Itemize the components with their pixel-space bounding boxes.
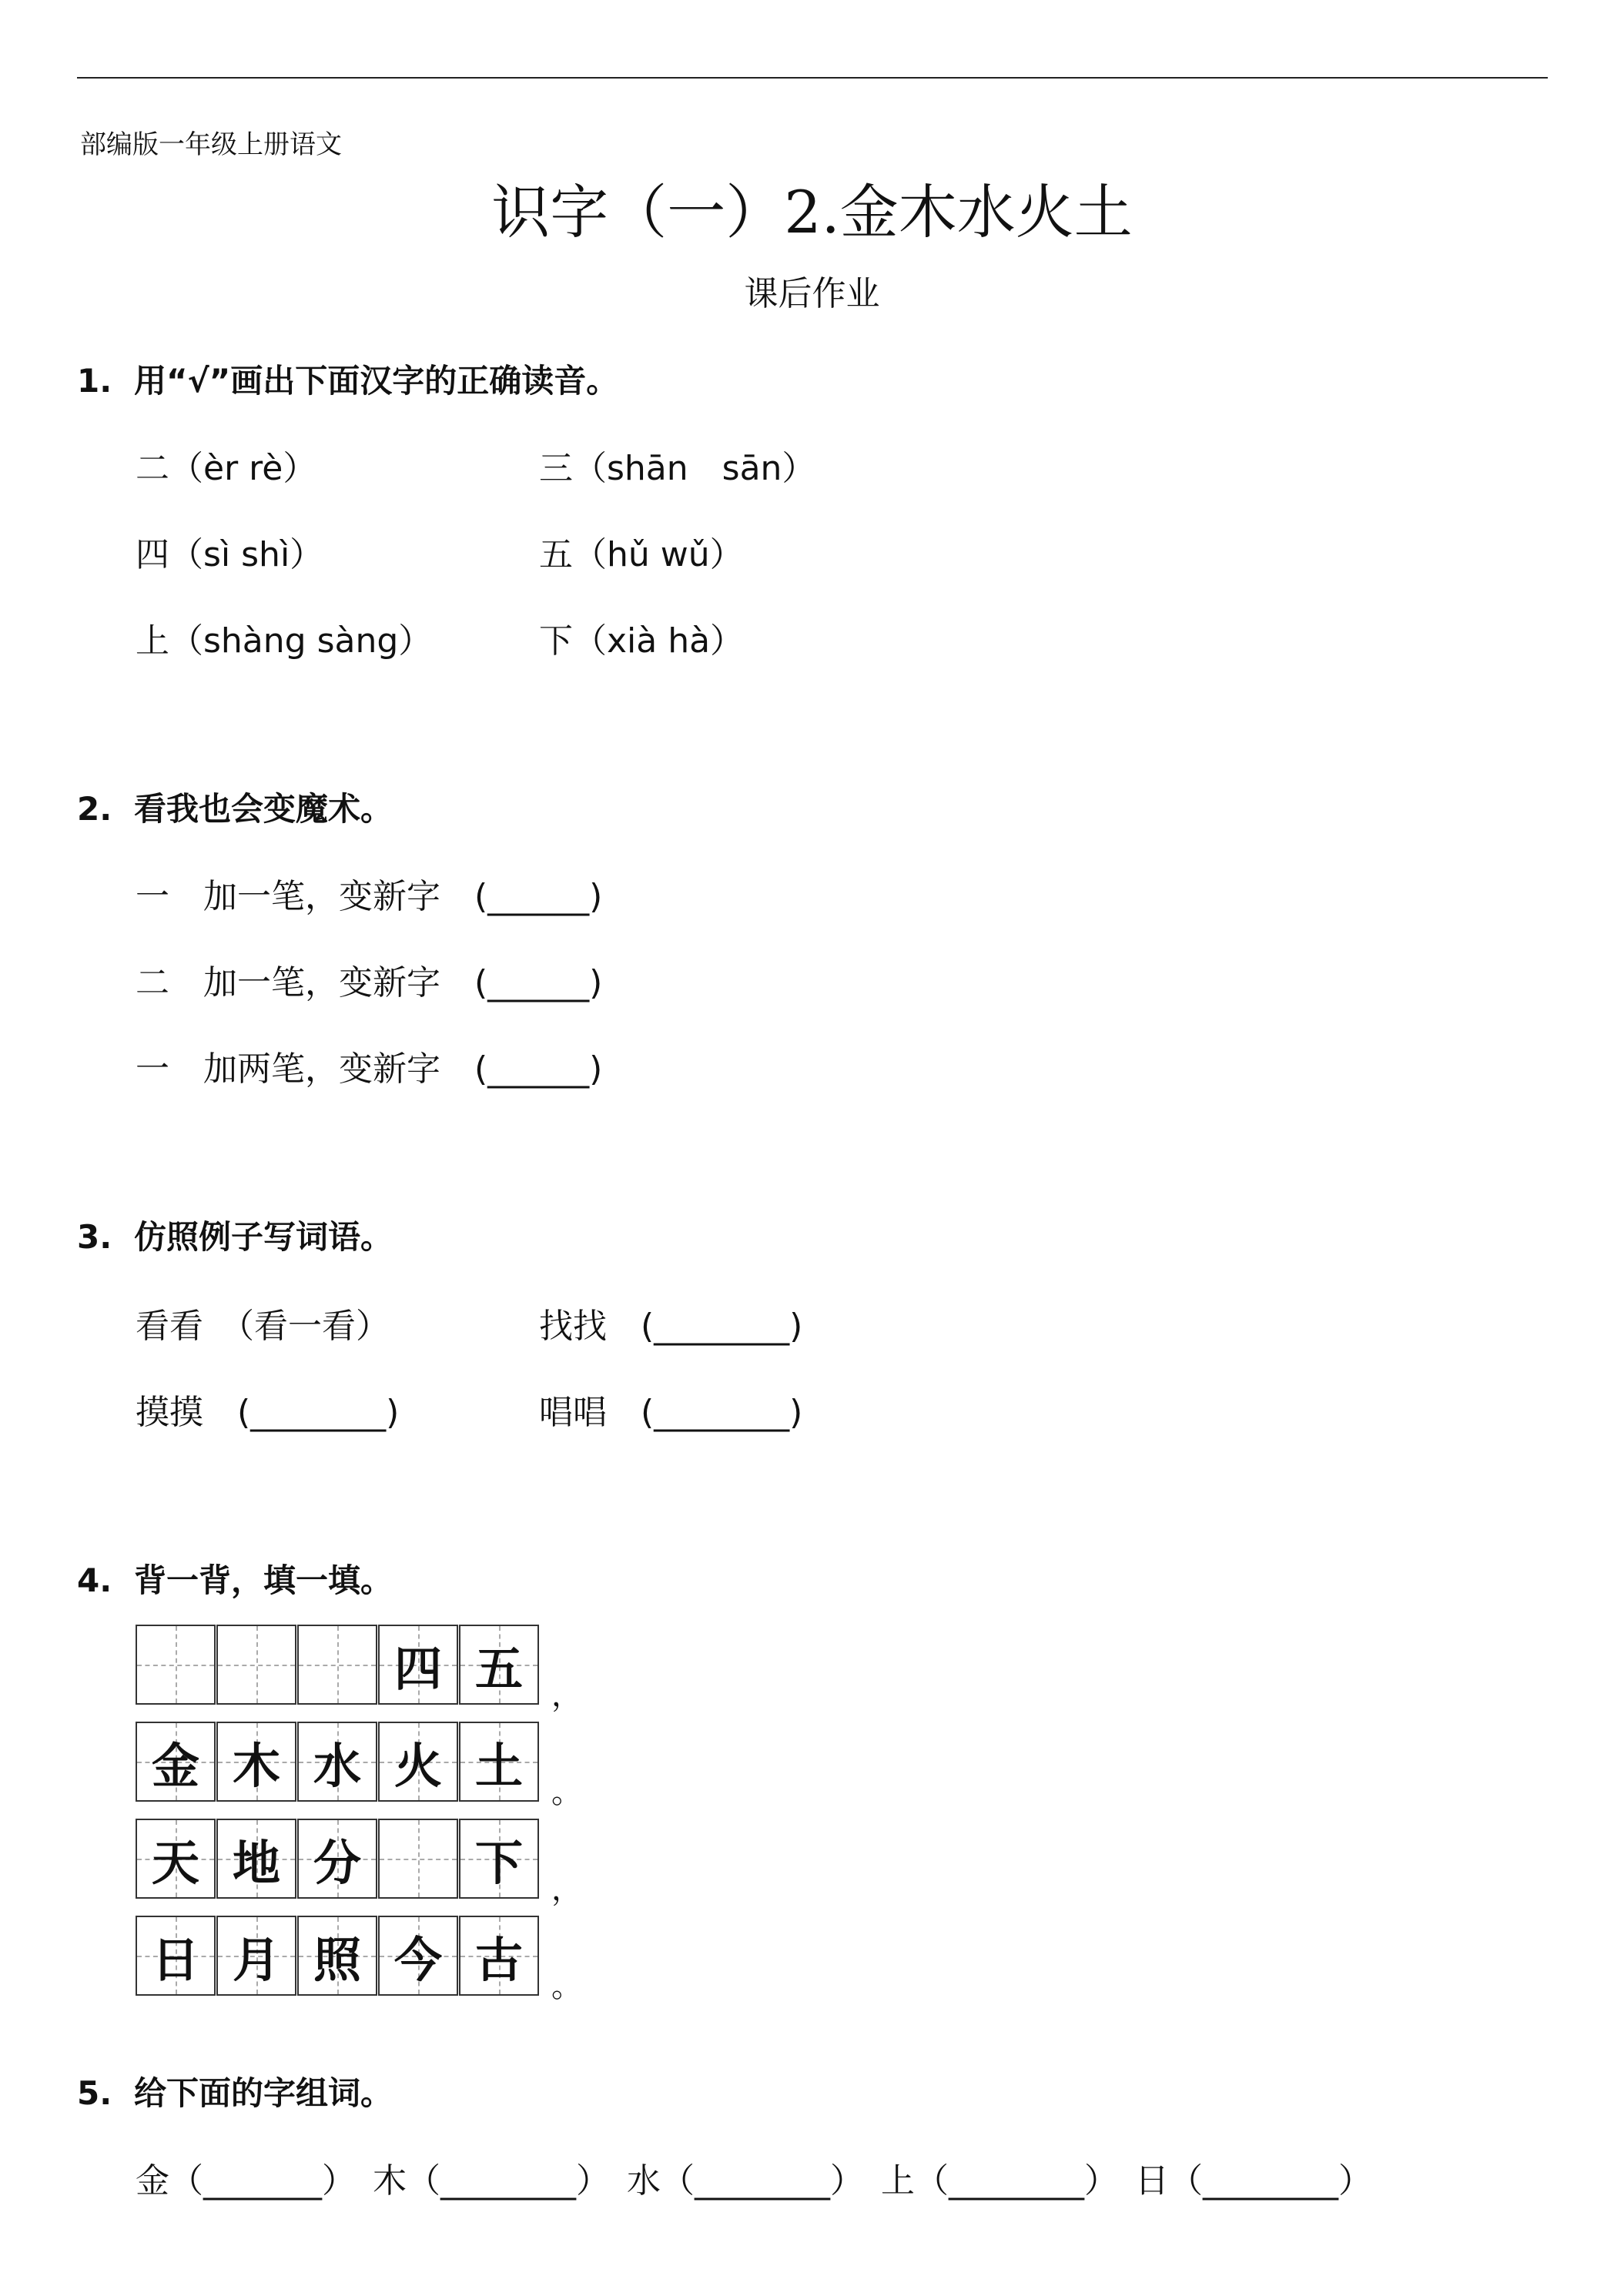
q3-item: 找找 (________) <box>539 1307 803 1346</box>
row-punctuation: ， <box>551 1678 582 1713</box>
tianzige-row <box>136 1819 540 1899</box>
top-rule <box>77 77 1548 79</box>
q1-item: 三（shān sān） <box>539 449 816 488</box>
tianzige-cell: 土 <box>459 1722 539 1802</box>
row-punctuation: 。 <box>551 1775 582 1810</box>
question-prompt: 用“√”画出下面汉字的正确读音。 <box>134 362 619 400</box>
q5-line: 金（_______） 木（________） 水（________） 上（________） 日（________） <box>136 2161 1372 2201</box>
q1-item: 下（xià hà） <box>539 621 745 661</box>
row-punctuation: 。 <box>551 1969 582 2004</box>
tianzige-cell: 木 <box>216 1722 296 1802</box>
header-note: 部编版一年级上册语文 <box>80 129 342 160</box>
q2-item: 二 加一笔，变新字 (______) <box>136 963 603 1002</box>
q3-item: 摸摸 (________) <box>136 1393 400 1432</box>
question-4-heading <box>77 1555 393 1602</box>
question-prompt: 仿照例子写词语。 <box>134 1218 393 1256</box>
question-3-heading <box>77 1212 393 1258</box>
tianzige-cell: 月 <box>216 1916 296 1996</box>
question-prompt: 给下面的字组词。 <box>134 2074 393 2112</box>
question-number: 3. <box>77 1218 112 1256</box>
q1-item: 上（shàng sàng） <box>136 621 433 661</box>
question-number: 1. <box>77 362 112 400</box>
tianzige-cell <box>297 1625 377 1705</box>
tianzige-cell: 日 <box>136 1916 216 1996</box>
tianzige-cell <box>216 1625 296 1705</box>
tianzige-cell: 今 <box>378 1916 458 1996</box>
tianzige-cell: 古 <box>459 1916 539 1996</box>
tianzige-cell <box>378 1819 458 1899</box>
tianzige-cell: 水 <box>297 1722 377 1802</box>
q1-item: 二（èr rè） <box>136 449 317 488</box>
tianzige-row <box>136 1722 540 1802</box>
question-number: 2. <box>77 790 112 828</box>
tianzige-row <box>136 1916 540 1996</box>
q1-item: 五（hǔ wǔ） <box>539 535 744 574</box>
q2-item: 一 加两笔，变新字 (______) <box>136 1049 603 1089</box>
tianzige-cell <box>136 1625 216 1705</box>
question-number: 4. <box>77 1561 112 1599</box>
tianzige-cell: 四 <box>378 1625 458 1705</box>
q1-item: 四（sì shì） <box>136 535 324 574</box>
question-number: 5. <box>77 2074 112 2112</box>
page-title: 识字（一）2.金木水火土 <box>491 178 1133 246</box>
tianzige-cell: 分 <box>297 1819 377 1899</box>
tianzige-cell: 天 <box>136 1819 216 1899</box>
question-2-heading <box>77 784 393 830</box>
q3-item: 看看 （看一看） <box>136 1307 390 1346</box>
question-1-heading <box>77 356 618 402</box>
question-prompt: 背一背，填一填。 <box>134 1561 393 1599</box>
tianzige-cell: 下 <box>459 1819 539 1899</box>
row-punctuation: ， <box>551 1872 582 1907</box>
question-prompt: 看我也会变魔术。 <box>134 790 393 828</box>
tianzige-cell: 地 <box>216 1819 296 1899</box>
tianzige-row <box>136 1625 540 1705</box>
q3-item: 唱唱 (________) <box>539 1393 803 1432</box>
tianzige-cell: 五 <box>459 1625 539 1705</box>
question-5-heading <box>77 2068 393 2114</box>
q2-item: 一 加一笔，变新字 (______) <box>136 877 603 916</box>
tianzige-cell: 金 <box>136 1722 216 1802</box>
page-subtitle: 课后作业 <box>744 274 880 313</box>
tianzige-cell: 火 <box>378 1722 458 1802</box>
tianzige-cell: 照 <box>297 1916 377 1996</box>
